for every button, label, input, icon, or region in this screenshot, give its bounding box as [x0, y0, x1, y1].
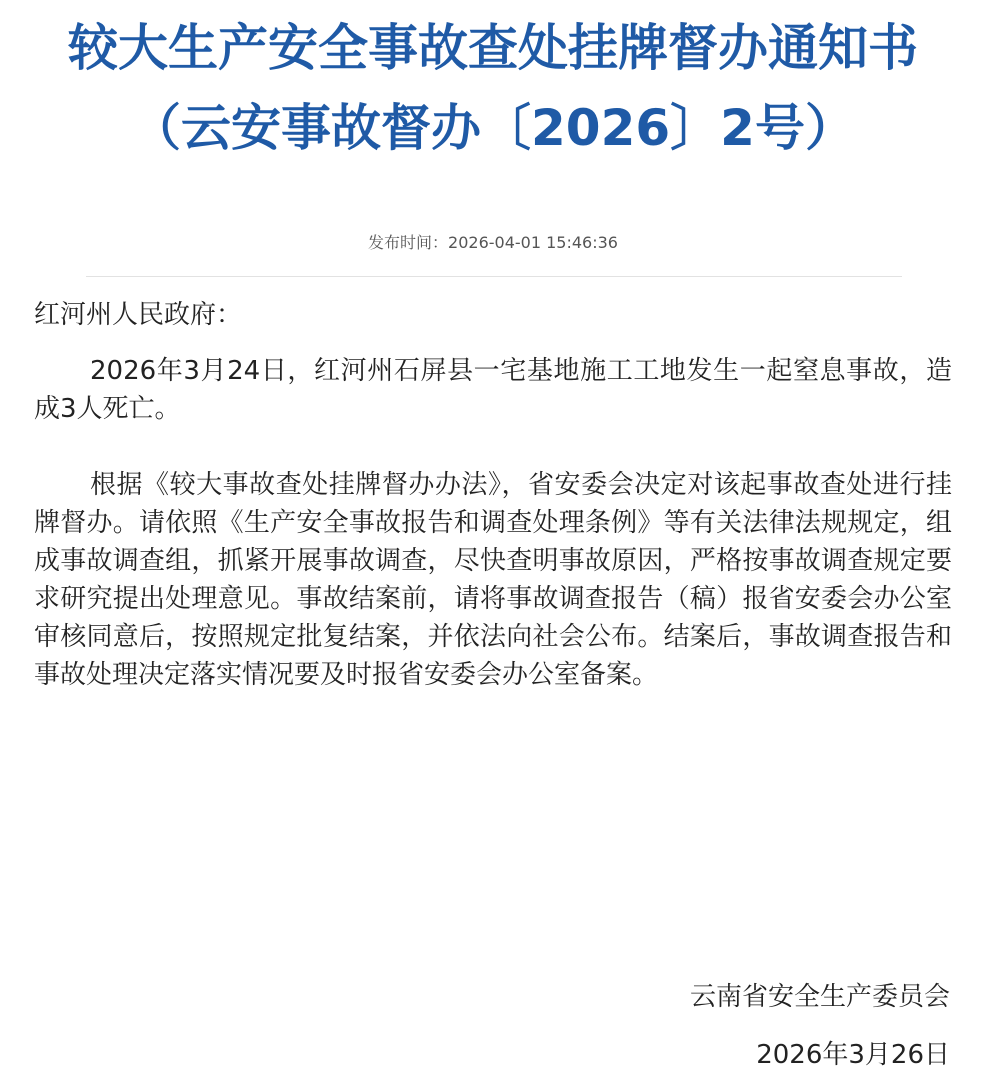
notice-title: 较大生产安全事故查处挂牌督办通知书 — [68, 19, 918, 77]
paragraph-accident-summary: 2026年3月24日，红河州石屏县一宅基地施工工地发生一起窒息事故，造成3人死亡。 — [34, 356, 952, 424]
issuer-signature: 云南省安全生产委员会 — [689, 982, 950, 1012]
salutation: 红河州人民政府： — [34, 300, 243, 330]
paragraph-supervision-requirements: 根据《较大事故查处挂牌督办办法》，省安委会决定对该起事故查处进行挂牌督办。请依照《生产安全事故报告和调查处理条例》等有关法律法规规定，组成事故调查组，抓紧开展事故调查，尽快查明事故原因，严格按事故调查规定要求研究提出处理意见。事故结案前，请将事故调查报告（稿）报省安委会办公室审核同意后，按照规定批复结案，并依法向社会公布。结案后，事故调查报告和事故处理决定落实情况要及时报省安委会办公室备案。 — [34, 470, 952, 690]
notice-document-number: （云安事故督办〔2026〕2号） — [131, 99, 855, 157]
header-divider — [86, 276, 902, 277]
issue-date: 2026年3月26日 — [756, 1040, 950, 1070]
publish-time: 发布时间：2026-04-01 15:46:36 — [368, 233, 618, 252]
